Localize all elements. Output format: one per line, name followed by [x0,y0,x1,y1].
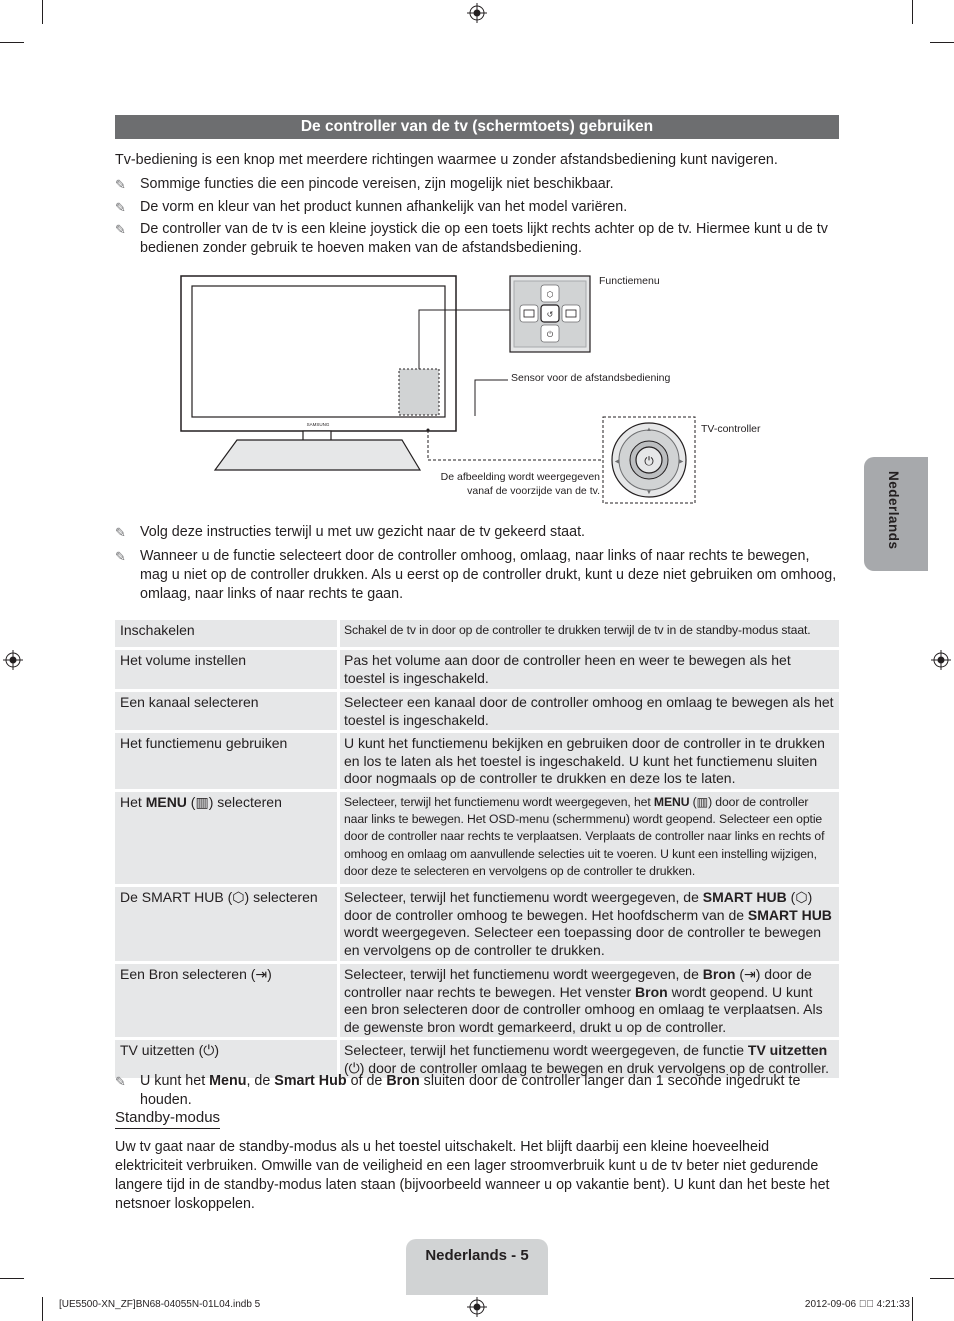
table-desc: Schakel de tv in door op de controller te drukken terwijl de tv in de standby-modus staat. [340,620,839,647]
crop-mark [42,0,43,24]
note-part: sluiten door de controller langer dan 1 seconde ingedrukt te houden. [140,1073,801,1108]
note-part: , de [246,1073,275,1089]
svg-text:◀: ◀ [614,459,620,465]
desc-part: ) door de controller omlaag te bewegen en druk vervolgens op de controller. [359,1059,830,1076]
note-item [115,547,839,604]
note-item [115,175,839,194]
desc-part: ( [689,795,697,809]
pencil-note-icon: ✎ [115,222,126,237]
note-text: De vorm en kleur van het product kunnen afhankelijk van het model variëren. [140,199,628,215]
menu-icon [520,305,538,322]
table-term [115,964,337,1037]
svg-text:↺: ↺ [546,310,554,319]
svg-text:⏻: ⏻ [644,454,654,468]
desc-part: Bron [635,983,668,1000]
table-row [115,733,839,792]
table-row [115,964,839,1040]
table-row [115,887,839,964]
table-desc: U kunt het functiemenu bekijken en gebruiken door de controller in te drukken en los te laten als het toestel is ingeschakeld. U kunt het functiemenu sluiten door nogmaals op de controller te drukken en deze los te laten. [340,733,839,789]
note-text [140,1072,839,1110]
crop-mark [42,1297,43,1321]
pencil-note-icon: ✎ [115,177,126,192]
label-image-front [420,470,600,498]
power-icon: ⏻ [203,1042,215,1058]
tv-stand-base [215,440,420,470]
term-part: ) [267,966,272,982]
menu-icon: ▥ [696,795,709,809]
tv-brand: SAMSUNG [306,422,330,427]
standby-text: Uw tv gaat naar de standby-modus als u het toestel uitschakelt. Het blijft daarbij een kleine hoeveelheid elektriciteit verbruiken. Omwille van de veiligheid en een lager stroomverbruik kunt u de tv beter niet gedurende langere tijd in de standby-modus laten staan (bijvoorbeeld wanneer u op vakantie bent). U kunt dan het beste het netsnoer loskoppelen. [115,1139,830,1212]
label-image-front-line: De afbeelding wordt weergegeven [440,471,600,483]
note-part: Smart Hub [274,1073,347,1089]
table-desc [340,964,839,1037]
section-title: De controller van de tv (schermtoets) gebruiken [115,115,839,139]
pencil-note-icon: ✎ [115,525,126,540]
language-side-tab-label: Nederlands [886,471,901,550]
term-part: TV uitzetten ( [120,1042,204,1058]
term-part: Het [120,794,146,810]
table-desc: Pas het volume aan door de controller heen en weer te bewegen als het toestel is ingeschakeld. [340,650,839,689]
controller-functions-table [115,620,839,1081]
note-text: Sommige functies die een pincode vereisen, zijn mogelijk niet beschikbaar. [140,176,614,192]
smart-hub-icon: ⬡ [232,889,245,905]
table-desc: Selecteer een kanaal door de controller omhoog en omlaag te bewegen als het toestel is ingeschakeld. [340,692,839,730]
label-function-menu: Functiemenu [599,275,660,287]
svg-text:⬡: ⬡ [546,290,554,299]
sensor-area [399,369,439,415]
desc-part: ( [786,889,796,905]
term-part: ) [214,1042,220,1058]
table-term [115,792,337,884]
term-part: MENU [145,794,187,810]
desc-part: Selecteer, terwijl het functiemenu wordt weergegeven, het [344,795,654,809]
desc-part: ) door de controller omhoog te bewegen. Het hoofdscherm van de [344,889,813,923]
desc-part: ) door de controller naar links te bewegen. Het OSD-menu (schermmenu) wordt geopend. Selecteer een optie door de controller naar rechts te verplaatsen. Verplaats de controller naar links en rechts of omhoog en omlaag om aanvullende selecties uit te voeren. U kunt een instelling wijzigen, door deze te selecteren en vervolgens op de controller te drukken. [344,795,825,878]
crop-mark [930,1278,954,1279]
label-sensor: Sensor voor de afstandsbediening [511,372,671,384]
desc-part: SMART HUB [747,906,832,923]
term-part: Een Bron selecteren ( [120,966,256,982]
note-item [115,198,839,217]
note-part: Bron [386,1073,420,1089]
desc-part: wordt geopend. U kunt een bron selecteren door de controller omhoog en omlaag te verplaatsen. Als de gewenste bron wordt gemarkeerd, drukt u op de controller. [344,983,823,1035]
note-part: of de [346,1073,387,1089]
desc-part: SMART HUB [702,889,787,905]
page-number: Nederlands - 5 [425,1247,529,1264]
pencil-note-icon: ✎ [115,549,126,564]
desc-part: ( [344,1059,349,1076]
term-part: De SMART HUB ( [120,889,233,905]
desc-part: wordt weergegeven. Selecteer een toepassing door de controller te bewegen en vervolgens op de controller te drukken. [344,924,822,958]
table-row [115,650,839,692]
desc-part: Selecteer, terwijl het functiemenu wordt weergegeven, de functie [344,1042,748,1058]
table-desc [340,792,839,884]
table-term: Het functiemenu gebruiken [115,733,337,789]
pencil-note-icon: ✎ [115,200,126,215]
registration-mark-icon [467,3,487,23]
table-row [115,620,839,650]
table-term: Een kanaal selecteren [115,692,337,730]
table-desc [340,887,839,961]
source-icon [562,305,580,322]
label-image-front-line: vanaf de voorzijde van de tv. [467,485,600,497]
label-tv-controller: TV-controller [701,423,761,435]
registration-mark-icon [3,650,23,670]
smart-hub-icon: ⬡ [795,889,808,905]
page-number-tab [406,1239,548,1295]
crop-mark [930,42,954,43]
source-icon: ⇥ [255,966,268,982]
note-item [115,220,839,258]
power-icon: ⏻ [348,1059,360,1076]
note-text: Volg deze instructies terwijl u met uw gezicht naar de tv gekeerd staat. [140,524,586,540]
note-item [115,523,839,542]
svg-text:▶: ▶ [678,459,684,465]
table-term: Het volume instellen [115,650,337,689]
source-icon: ⇥ [744,966,756,982]
menu-icon: ▥ [195,794,209,810]
svg-text:▲: ▲ [646,427,652,433]
note-text: Wanneer u de functie selecteert door de controller omhoog, omlaag, naar links of naar rechts te bewegen, mag u niet op de controller drukken. Als u eerst op de controller drukt, kunt u deze niet gebruiken om omhoog, omlaag, naar links of naar rechts te gaan. [140,548,837,602]
desc-part: Selecteer, terwijl het functiemenu wordt weergegeven, de [344,889,703,905]
desc-part: TV uitzetten [747,1042,828,1058]
desc-part: ) door de controller naar rechts te bewegen. Het venster [344,966,812,1000]
table-term: Inschakelen [115,620,337,647]
note-text: De controller van de tv is een kleine joystick die op een toets lijkt rechts achter op de tv. Hiermee kunt u de tv bedienen zonder gebruik te hoeven maken van de afstandsbediening. [140,221,828,256]
table-row [115,692,839,733]
note-part: U kunt het [140,1073,210,1089]
registration-mark-icon [467,1297,487,1317]
desc-part: MENU [653,795,690,809]
svg-text:⏻: ⏻ [546,330,554,339]
print-file-info: [UE5500-XN_ZF]BN68-04055N-01L04.indb 5 [59,1299,261,1310]
note-item [115,1072,839,1110]
language-side-tab [864,457,928,571]
term-part: ( [186,794,196,810]
standby-heading: Standby-modus [115,1109,220,1129]
desc-part: Bron [702,966,736,982]
crop-mark [912,1297,913,1321]
crop-mark [912,0,913,24]
crop-mark [0,1278,24,1279]
crop-mark [0,42,24,43]
table-term [115,887,337,961]
desc-part: Selecteer, terwijl het functiemenu wordt weergegeven, de [344,966,703,982]
intro-text: Tv-bediening is een knop met meerdere richtingen waarmee u zonder afstandsbediening kunt navigeren. [115,152,778,168]
desc-part: ( [735,966,744,982]
print-timestamp: 2012-09-06    4:21:33 [804,1299,910,1310]
svg-text:▼: ▼ [646,490,652,496]
registration-mark-icon [931,650,951,670]
pencil-note-icon: ✎ [115,1074,126,1089]
term-part: ) selecteren [244,889,318,905]
table-row [115,792,839,887]
term-part: ) selecteren [208,794,282,810]
note-part: Menu [209,1073,247,1089]
